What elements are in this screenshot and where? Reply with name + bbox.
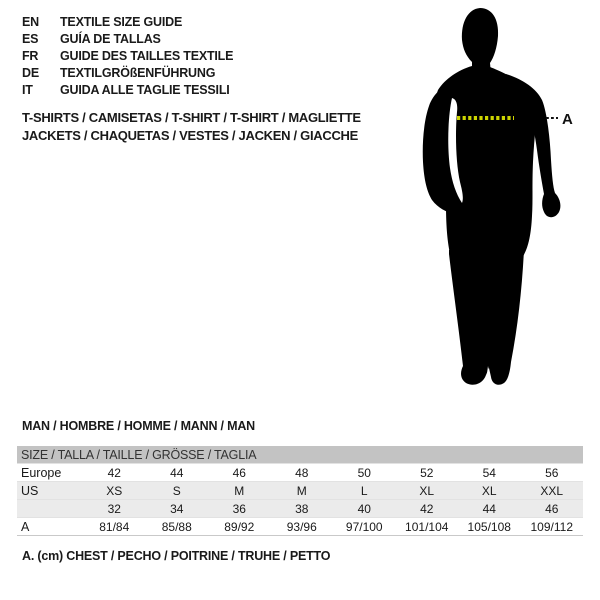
category-jackets: JACKETS / CHAQUETAS / VESTES / JACKEN / GIACCHE <box>22 127 358 143</box>
size-cell: XXL <box>540 483 564 498</box>
language-code: IT <box>22 83 33 97</box>
language-code: FR <box>22 49 39 63</box>
size-cell: 52 <box>420 465 434 480</box>
table-header: SIZE / TALLA / TAILLE / GRÖSSE / TAGLIA <box>17 446 583 464</box>
size-cell: 44 <box>482 501 496 516</box>
language-code: DE <box>22 66 39 80</box>
size-cell: L <box>360 483 368 498</box>
size-cell: 93/96 <box>286 519 317 534</box>
language-row <box>22 31 233 48</box>
size-cell: 44 <box>170 465 184 480</box>
category-tshirts: T-SHIRTS / CAMISETAS / T-SHIRT / T-SHIRT / MAGLIETTE <box>22 110 361 125</box>
language-row <box>22 65 233 82</box>
size-cell: XL <box>419 483 435 498</box>
language-label: TEXTILGRÖßENFÜHRUNG <box>60 66 216 80</box>
language-row <box>22 82 233 99</box>
size-cell: 46 <box>232 465 246 480</box>
size-cell: XL <box>481 483 497 498</box>
size-cell: M <box>234 483 245 498</box>
row-label <box>17 500 83 518</box>
size-cell: 109/112 <box>530 519 573 534</box>
size-cell: 50 <box>357 465 371 480</box>
table-row-numeric <box>17 500 583 518</box>
size-cell: 40 <box>357 501 371 516</box>
size-cell: 46 <box>545 501 559 516</box>
size-cell: 36 <box>232 501 246 516</box>
size-cell: M <box>296 483 307 498</box>
size-cell: 56 <box>545 465 559 480</box>
size-cell: 101/104 <box>405 519 449 534</box>
table-row-us <box>17 482 583 500</box>
category-list <box>22 109 361 144</box>
language-row <box>22 14 233 31</box>
table-row-chest <box>17 518 583 536</box>
measurement-footnote: A. (cm) CHEST / PECHO / POITRINE / TRUHE / PETTO <box>22 549 331 563</box>
size-cell: 48 <box>295 465 309 480</box>
man-silhouette-svg <box>400 0 600 400</box>
row-label: A <box>21 519 30 534</box>
size-cell: 85/88 <box>161 519 192 534</box>
size-table <box>17 446 583 536</box>
measure-label-a: A <box>562 111 573 128</box>
silhouette-shape <box>423 8 561 385</box>
man-silhouette <box>400 0 600 400</box>
row-label: Europe <box>21 465 62 480</box>
size-cell: 42 <box>107 465 121 480</box>
language-code: ES <box>22 32 39 46</box>
size-cell: S <box>172 483 181 498</box>
size-cell: 81/84 <box>99 519 130 534</box>
size-cell: 105/108 <box>467 519 511 534</box>
row-label: US <box>21 483 39 498</box>
language-code: EN <box>22 15 39 29</box>
language-list <box>22 14 233 99</box>
section-title: MAN / HOMBRE / HOMME / MANN / MAN <box>22 419 255 433</box>
size-cell: 89/92 <box>224 519 255 534</box>
language-label: GUIDA ALLE TAGLIE TESSILI <box>60 83 230 97</box>
language-label: GUÍA DE TALLAS <box>60 32 161 46</box>
language-label: GUIDE DES TAILLES TEXTILE <box>60 49 234 63</box>
table-row-europe <box>17 464 583 482</box>
language-row <box>22 48 233 65</box>
size-cell: 97/100 <box>345 519 383 534</box>
size-cell: 38 <box>295 501 309 516</box>
size-cell: 54 <box>482 465 496 480</box>
size-cell: 34 <box>170 501 184 516</box>
table-header-row <box>17 446 583 464</box>
language-label: TEXTILE SIZE GUIDE <box>60 15 183 29</box>
size-cell: XS <box>106 483 123 498</box>
size-cell: 32 <box>107 501 121 516</box>
size-cell: 42 <box>420 501 434 516</box>
